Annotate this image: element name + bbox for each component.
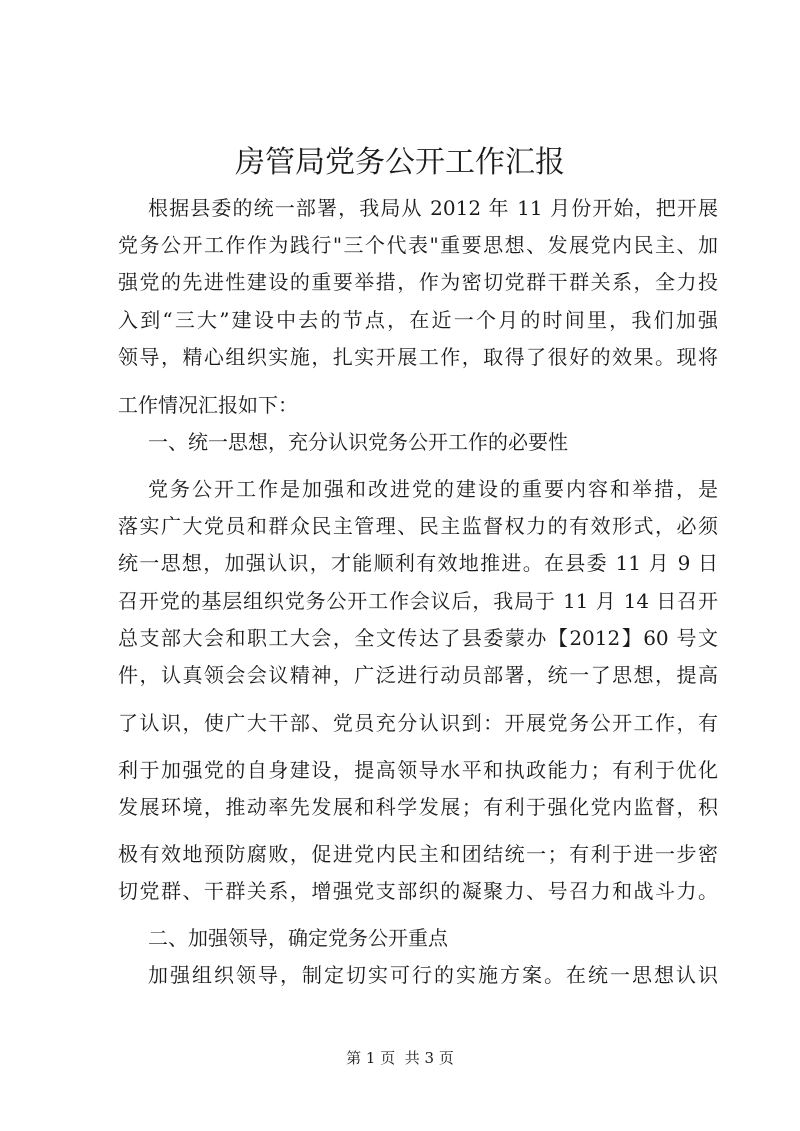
- paragraph-line: 落实广大党员和群众民主管理、民主监督权力的有效形式，必须: [118, 514, 718, 538]
- paragraph-line: 工作情况汇报如下：: [118, 393, 298, 417]
- paragraph-line: 领导，精心组织实施，扎实开展工作，取得了很好的效果。现将: [118, 345, 718, 369]
- section-heading-2: 二、加强领导，确定党务公开重点: [148, 926, 448, 950]
- paragraph-line: 利于加强党的自身建设，提高领导水平和执政能力；有利于优化: [118, 758, 718, 782]
- paragraph-line: 总支部大会和职工大会，全文传达了县委蒙办【2012】60 号文: [118, 626, 718, 650]
- paragraph-line: 统一思想，加强认识，才能顺利有效地推进。在县委 11 月 9 日: [118, 551, 718, 575]
- paragraph-line: 强党的先进性建设的重要举措，作为密切党群干群关系，全力投: [118, 270, 718, 294]
- paragraph-line: 切党群、干群关系，增强党支部织的凝聚力、号召力和战斗力。: [118, 879, 718, 903]
- page-number-footer: 第 1 页 共 3 页: [346, 1049, 454, 1067]
- section-heading-1: 一、统一思想，充分认识党务公开工作的必要性: [148, 430, 568, 454]
- paragraph-line: 了认识，使广大干部、党员充分认识到：开展党务公开工作，有: [118, 711, 718, 735]
- paragraph-line: 根据县委的统一部署，我局从 2012 年 11 月份开始，把开展: [148, 196, 718, 220]
- paragraph-line: 发展环境，推动率先发展和科学发展；有利于强化党内监督，积: [118, 795, 718, 819]
- document-title: 房管局党务公开工作汇报: [235, 145, 565, 180]
- paragraph-line: 召开党的基层组织党务公开工作会议后，我局于 11 月 14 日召开: [118, 589, 718, 613]
- paragraph-line: 党务公开工作是加强和改进党的建设的重要内容和举措，是: [148, 477, 718, 501]
- paragraph-line: 极有效地预防腐败，促进党内民主和团结统一；有利于进一步密: [118, 842, 718, 866]
- paragraph-line: 党务公开工作作为践行"三个代表"重要思想、发展党内民主、加: [118, 233, 718, 257]
- paragraph-line: 件，认真领会会议精神，广泛进行动员部署，统一了思想，提高: [118, 663, 718, 687]
- paragraph-line: 加强组织领导，制定切实可行的实施方案。在统一思想认识: [148, 963, 718, 987]
- paragraph-line: 入到“三大”建设中去的节点，在近一个月的时间里，我们加强: [118, 308, 718, 332]
